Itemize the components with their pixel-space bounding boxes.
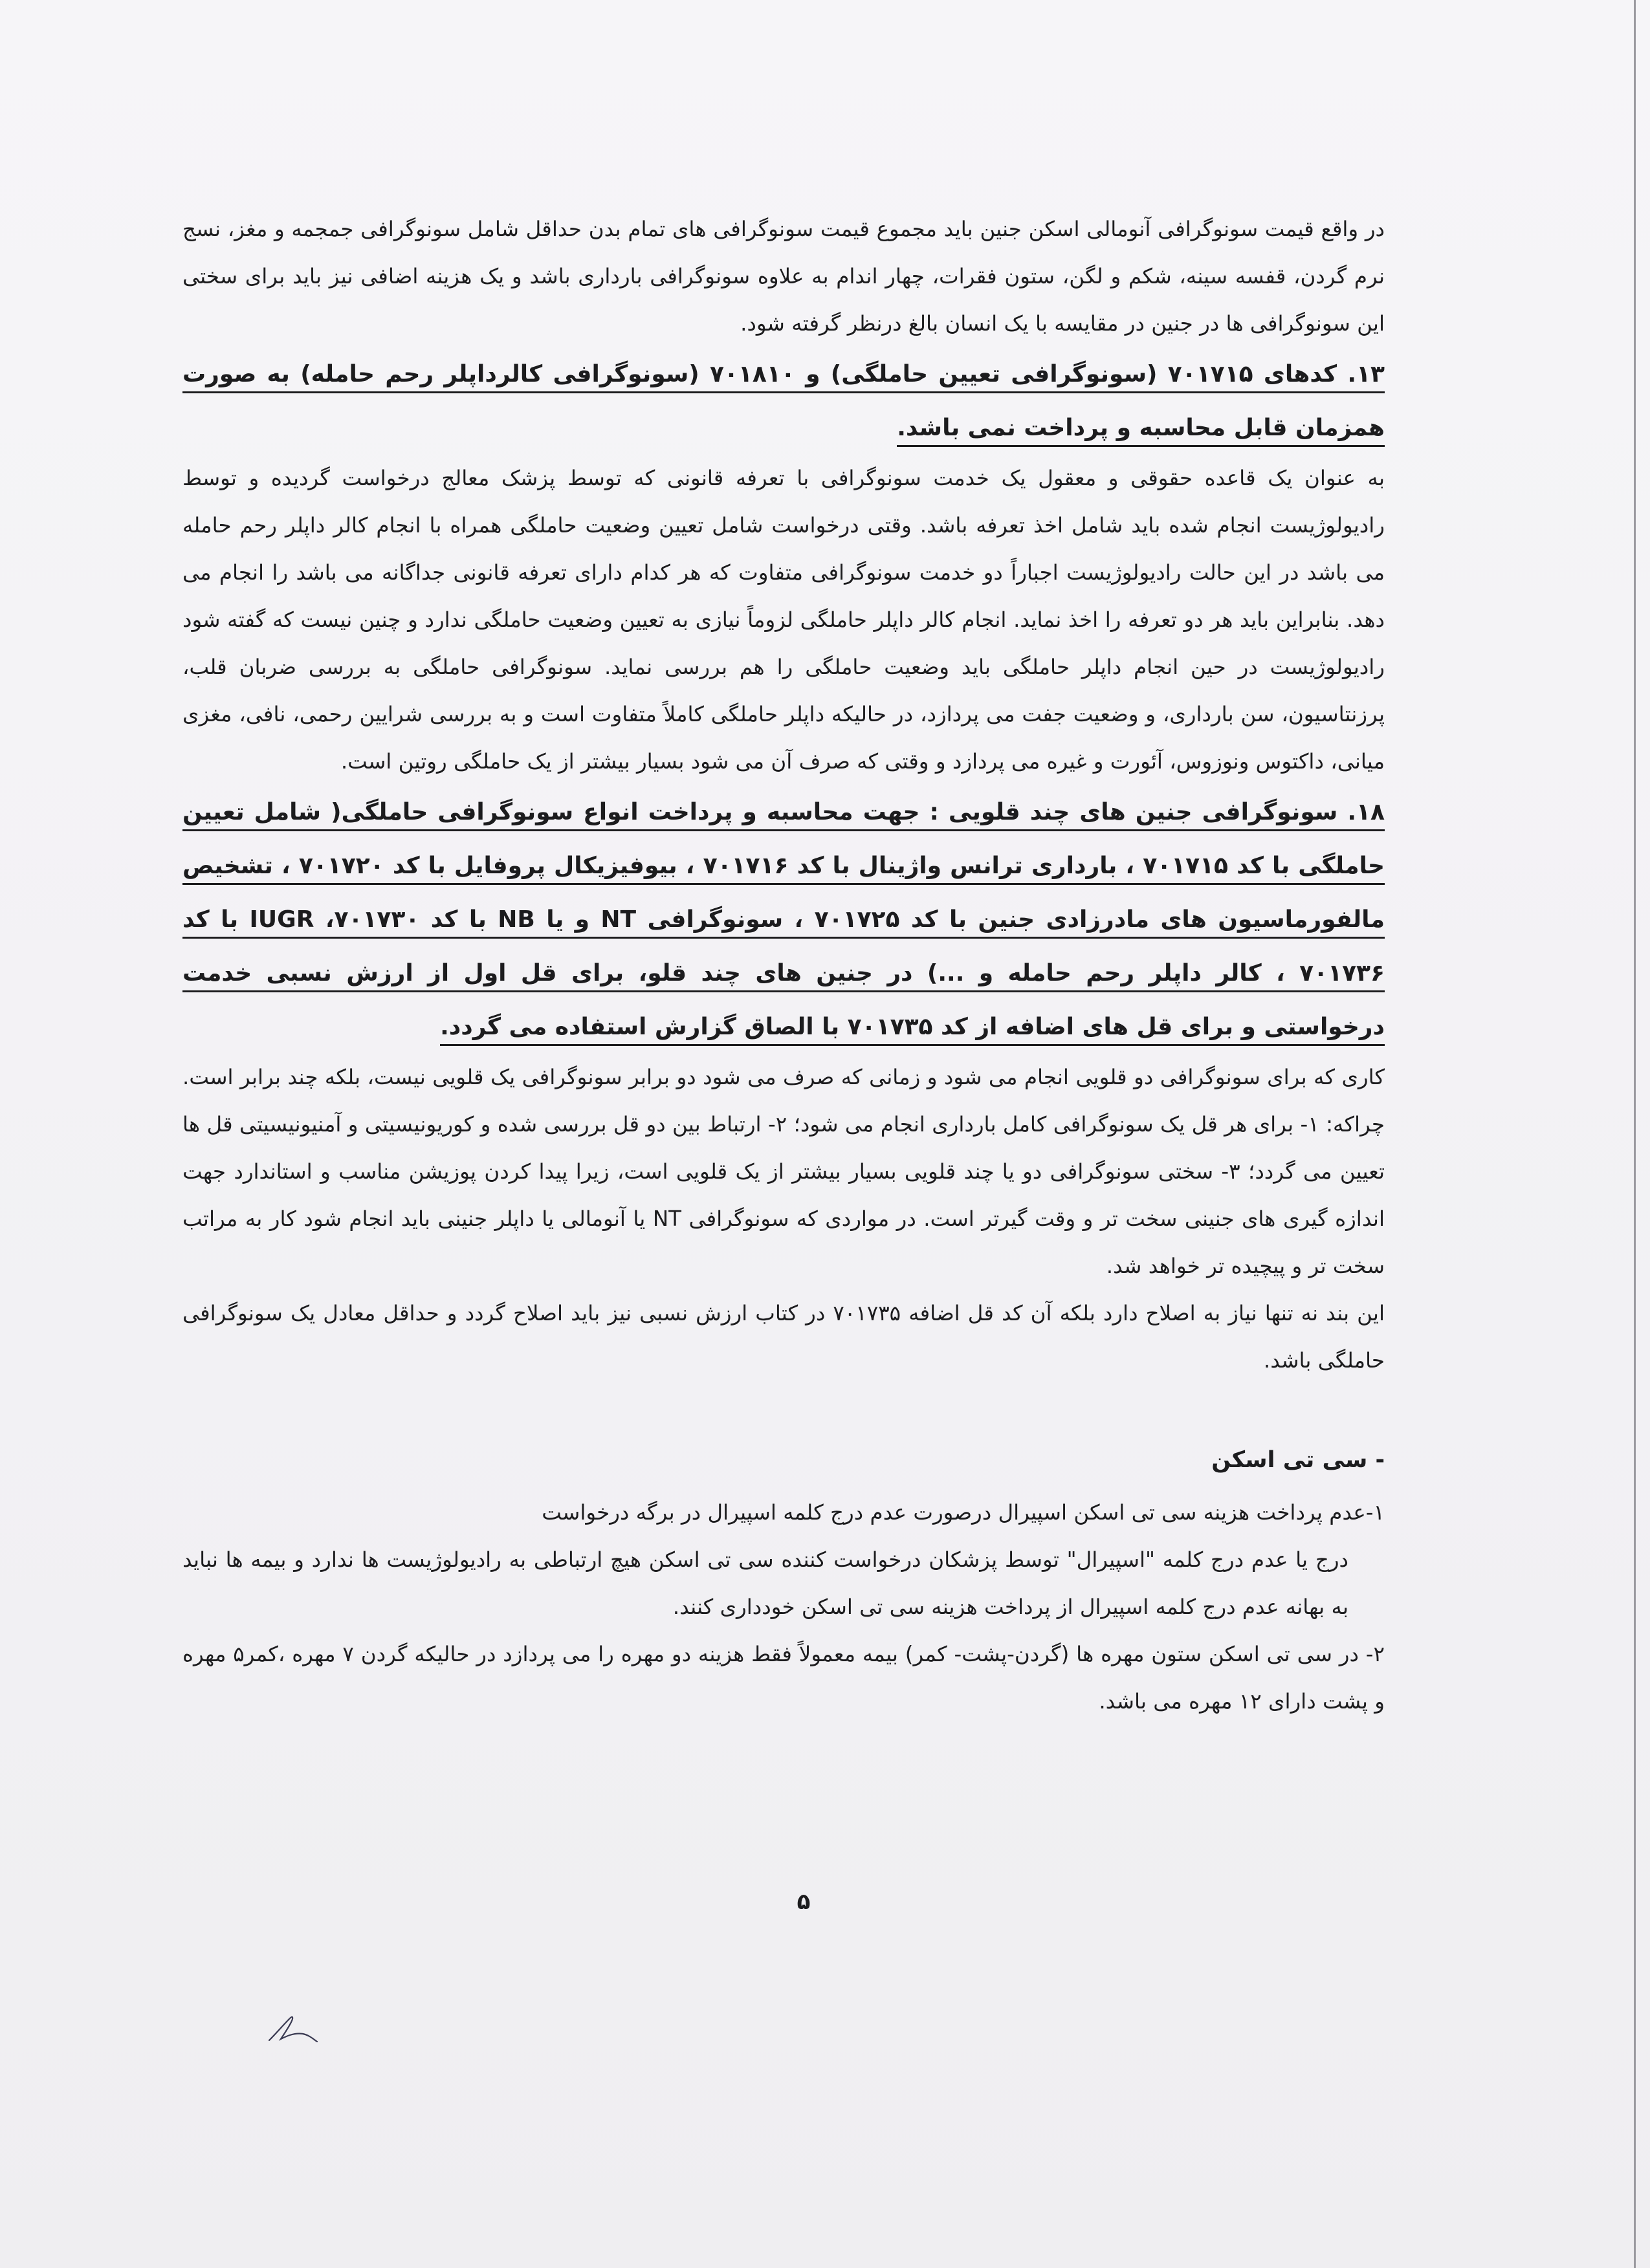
section-18-heading-text: ۱۸. سونوگرافی جنین های چند قلویی : جهت محاسبه و پرداخت انواع سونوگرافی حاملگی( شامل تعیین حاملگی با کد ۷۰۱۷۱۵ ، بارداری ترانس واژینال با کد ۷۰۱۷۱۶ ، بیوفیزیکال پروفایل با کد ۷۰۱۷۲۰ ، تشخیص مالفورماسیون های مادرزادی جنین با کد ۷۰۱۷۲۵ ، سونوگرافی NT و یا NB با کد ۷۰۱۷۳۰، IUGR با کد ۷۰۱۷۳۶ ، کالر داپلر رحم حامله و ...) در جنین های چند قلو، برای قل اول از ارزش نسبی خدمت درخواستی و برای قل های اضافه از کد ۷۰۱۷۳۵ با الصاق گزارش استفاده می گردد.: [182, 799, 1385, 1046]
section-18-heading: [182, 785, 1385, 1054]
document-body: [182, 206, 1385, 1725]
section-13-heading: [182, 347, 1385, 455]
signature-mark: [264, 2007, 329, 2045]
section-18-body-2: این بند نه تنها نیاز به اصلاح دارد بلکه آن کد قل اضافه ۷۰۱۷۳۵ در کتاب ارزش نسبی نیز باید اصلاح گردد و حداقل معادل یک سونوگرافی حاملگی باشد.: [182, 1301, 1385, 1373]
section-13-body: به عنوان یک قاعده حقوقی و معقول یک خدمت سونوگرافی با تعرفه قانونی که توسط پزشک معالج درخواست گردیده و توسط رادیولوژیست انجام شده باید شامل اخذ تعرفه باشد. وقتی درخواست شامل تعیین وضعیت حاملگی همراه با انجام کالر داپلر رحم حامله می باشد در این حالت رادیولوژیست اجباراً دو خدمت سونوگرافی متفاوت که هر کدام دارای تعرفه قانونی جداگانه می باشد را انجام می دهد. بنابراین باید هر دو تعرفه را اخذ نماید. انجام کالر داپلر حاملگی لزوماً نیازی به تعیین وضعیت حاملگی ندارد و چنین نیست که گفته شود رادیولوژیست در حین انجام داپلر حاملگی باید وضعیت حاملگی را هم بررسی نماید. سونوگرافی حاملگی به بررسی ضربان قلب، پرزنتاسیون، سن بارداری، و وضعیت جفت می پردازد، در حالیکه داپلر حاملگی کاملاً متفاوت است و به بررسی شرایین رحمی، نافی، مغزی میانی، داکتوس ونوزوس، آئورت و غیره می پردازد و وقتی که صرف آن می شود بسیار بیشتر از یک حاملگی روتین است.: [182, 466, 1385, 774]
spacer: [182, 1384, 1385, 1418]
intro-paragraph: در واقع قیمت سونوگرافی آنومالی اسکن جنین باید مجموع قیمت سونوگرافی های تمام بدن حداقل شامل سونوگرافی جمجمه و مغز، نسج نرم گردن، قفسه سینه، شکم و لگن، ستون فقرات، چهار اندام به علاوه سونوگرافی بارداری باشد و یک هزینه اضافی نیز باید برای سختی این سونوگرافی ها در جنین در مقایسه با یک انسان بالغ درنظر گرفته شود.: [182, 217, 1385, 336]
ct-scan-heading: - سی تی اسکن: [1211, 1447, 1385, 1473]
section-18-body-1: کاری که برای سونوگرافی دو قلویی انجام می شود و زمانی که صرف می شود دو برابر سونوگرافی یک قلویی نیست، بلکه چند برابر است. چراکه: ۱- برای هر قل یک سونوگرافی کامل بارداری انجام می شود؛ ۲- ارتباط بین دو قل بررسی شده و کوریونیسیتی و آمنیونیسیتی قل ها تعیین می گردد؛ ۳- سختی سونوگرافی دو یا چند قلویی بسیار بیشتر از یک قلویی است، زیرا پیدا کردن پوزیشن مناسب و استاندارد جهت اندازه گیری های جنینی سخت تر و وقت گیرتر است. در مواردی که سونوگرافی NT یا آنومالی یا داپلر جنینی باید انجام شود کار به مراتب سخت تر و پیچیده تر خواهد شد.: [182, 1065, 1385, 1278]
section-13-heading-text: ۱۳. کدهای ۷۰۱۷۱۵ (سونوگرافی تعیین حاملگی) و ۷۰۱۸۱۰ (سونوگرافی کالرداپلر رحم حامله) به صورت همزمان قابل محاسبه و پرداخت نمی باشد.: [182, 361, 1385, 447]
ct-item-1-body: درج یا عدم درج کلمه "اسپیرال" توسط پزشکان درخواست کننده سی تی اسکن هیچ ارتباطی به رادیولوژیست ها ندارد و بیمه ها نباید به بهانه عدم درج کلمه اسپیرال از پرداخت هزینه سی تی اسکن خودداری کنند.: [182, 1547, 1348, 1619]
ct-item-2: ۲- در سی تی اسکن ستون مهره ها (گردن-پشت- کمر) بیمه معمولاً فقط هزینه دو مهره را می پردازد در حالیکه گردن ۷ مهره ،کمر۵ مهره و پشت دارای ۱۲ مهره می باشد.: [182, 1642, 1385, 1714]
ct-item-1-title: ۱-عدم پرداخت هزینه سی تی اسکن اسپیرال درصورت عدم درج کلمه اسپیرال در برگه درخواست: [542, 1500, 1385, 1525]
page-number: ۵: [797, 1889, 811, 1915]
